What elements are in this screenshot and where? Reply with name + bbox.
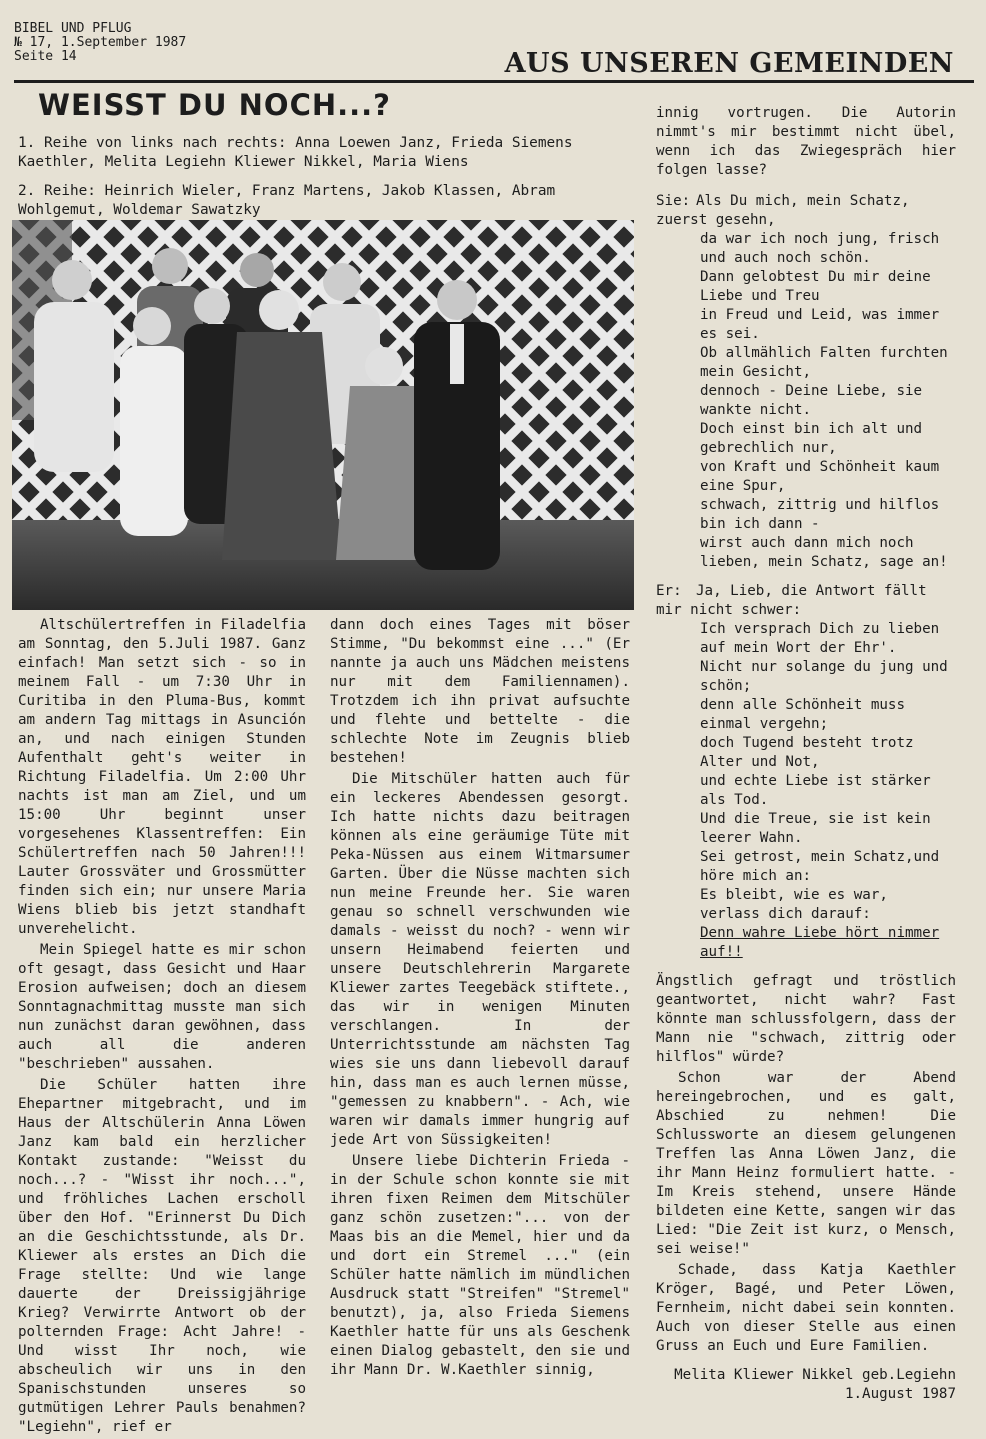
poem-line: Und die Treue, sie ist kein leerer Wahn. [700, 811, 931, 846]
poem-sie [656, 192, 956, 572]
poem-final-line: Denn wahre Liebe hört nimmer auf!! [700, 925, 940, 960]
paragraph: dann doch eines Tages mit böser Stimme, "Du bekommst eine ..." (Er nannte ja auch uns Mädchen meistens nur mit dem Familiennamen). Trotzdem ich ihn privat aufsuchte und flehte und bettelte - die schlechte Note im Zeugnis blieb bestehen! [330, 617, 630, 766]
poem-speaker: Sie: [656, 193, 691, 209]
poem-line: Sei getrost, mein Schatz,und höre mich an: [700, 849, 940, 884]
signature-date: 1.August 1987 [844, 1386, 956, 1402]
poem-line: Als Du mich, mein Schatz, zuerst gesehn, [656, 193, 910, 228]
poem-line: Es bleibt, wie es war, verlass dich darauf: [700, 887, 888, 922]
publication-info [14, 22, 186, 64]
poem-speaker: Er: [656, 583, 682, 599]
page-header [14, 22, 964, 82]
photo-caption-row-1: 1. Reihe von links nach rechts: Anna Loewen Janz, Frieda Siemens Kaethler, Melita Legiehn Kliewer Nikkel, Maria Wiens [18, 135, 573, 170]
poem-line: dennoch - Deine Liebe, sie wankte nicht. [700, 383, 923, 418]
poem-line: Ob allmählich Falten furchten mein Gesicht, [700, 345, 948, 380]
paragraph: Die Schüler hatten ihre Ehepartner mitgebracht, und im Haus der Altschülerin Anna Löwen Janz kam bald ein herzlicher Kontakt zustande: "Weisst du noch...? - "Wisst ihr noch...", und fröhliches Lachen erscholl über den Hof. "Erinnerst Du Dich an die Geschichtsstunde, als Dr. Kliewer als erstes an Dich die Frage stellte: Und wie lange dauerte der Dreissigjährige Krieg? Verwirrte Antwort ob der polternden Frage: Acht Jahre! - Und wisst Ihr noch, wie abscheulich wir uns in den Spanischstunden unseres so gutmütigen Lehrer Pauls benahmen? "Legiehn", rief er [18, 1077, 306, 1435]
photo-caption-row-2: 2. Reihe: Heinrich Wieler, Franz Martens, Jakob Klassen, Abram Wohlgemut, Woldemar Sawatzky [18, 183, 556, 218]
author-signature: Melita Kliewer Nikkel geb.Legiehn [674, 1367, 956, 1383]
poem-line: Ich versprach Dich zu lieben auf mein Wort der Ehr'. [700, 621, 940, 656]
poem-line: doch Tugend besteht trotz Alter und Not, [700, 735, 914, 770]
paragraph: Ängstlich gefragt und tröstlich geantwortet, nicht wahr? Fast könnte man schlussfolgern, dass der Mann nie "schwach, zittrig oder hilflos" würde? [656, 973, 956, 1065]
poem-line: Ja, Lieb, die Antwort fällt mir nicht schwer: [656, 583, 927, 618]
poem-line: Nicht nur solange du jung und schön; [700, 659, 948, 694]
paragraph: Schon war der Abend hereingebrochen, und es galt, Abschied zu nehmen! Die Schlussworte an diesem gelungenen Treffen las Anna Löwen Janz, die ihr Mann Heinz formuliert hatte. - Im Kreis stehend, unsere Hände bildeten eine Kette, sangen wir das Lied: "Die Zeit ist kurz, o Mensch, sei weise!" [656, 1070, 956, 1257]
paragraph: Mein Spiegel hatte es mir schon oft gesagt, dass Gesicht und Haar Erosion aufweisen; doch an diesem Sonntagnachmittag musste man sich nun zunächst daran gewöhnen, dass auch all die anderen "beschrieben" aussahen. [18, 942, 306, 1072]
paragraph: Die Mitschüler hatten auch für ein leckeres Abendessen gesorgt. Ich hatte nichts dazu beitragen können als eine geräumige Tüte mit Peka-Nüssen aus einem Witmarsumer Garten. Über die Nüsse machten sich nun meine Freunde her. Sie waren genau so schnell verschwunden wie damals - weisst du noch? - wenn wir unsern Heimabend feierten und unsere Deutschlehrerin Margarete Kliewer zartes Teegebäck stiftete., das wir in wenigen Minuten verschlangen. In der Unterrichtsstunde am nächsten Tag wies sie uns dann liebevoll darauf hin, dass man es auch lernen müsse, "gemessen zu knabbern". - Ach, wie waren wir damals immer hungrig auf jede Art von Süssigkeiten! [330, 771, 630, 1148]
paragraph: innig vortrugen. Die Autorin nimmt's mir bestimmt nicht übel, wenn ich das Zwiegespräch hier folgen lasse? [656, 105, 956, 178]
article-column-1 [18, 616, 306, 1439]
poem-line: wirst auch dann mich noch lieben, mein Schatz, sage an! [700, 535, 948, 570]
paragraph: Schade, dass Katja Kaethler Kröger, Bagé, und Peter Löwen, Fernheim, nicht dabei sein konnten. Auch von dieser Stelle aus einen Gruss an Euch und Eure Familien. [656, 1262, 956, 1354]
paragraph: Unsere liebe Dichterin Frieda - in der Schule schon konnte sie mit ihren fixen Reimen dem Mitschüler ganz schön zusetzen:"... von der Maas bis an die Memel, hier und da und dort ein Stremel ..." (ein Schüler hatte nämlich im mündlichen Ausdruck statt "Streifen" "Stremel" benutzt), ja, also Frieda Siemens Kaethler hatte für uns als Geschenk einen Dialog gebastelt, den sie und ihr Mann Dr. W.Kaethler sinnig, [330, 1153, 630, 1378]
poem-line: und echte Liebe ist stärker als Tod. [700, 773, 931, 808]
poem-line: schwach, zittrig und hilflos bin ich dann - [700, 497, 940, 532]
poem-line: von Kraft und Schönheit kaum eine Spur, [700, 459, 940, 494]
group-photo-illustration [12, 220, 634, 610]
poem-line: Doch einst bin ich alt und gebrechlich nur, [700, 421, 923, 456]
page-number: Seite 14 [14, 49, 77, 64]
header-rule [14, 80, 974, 83]
poem-line: in Freud und Leid, was immer es sei. [700, 307, 940, 342]
group-photo [12, 220, 634, 610]
issue-line: № 17, 1.September 1987 [14, 35, 187, 50]
poem-line: da war ich noch jung, frisch und auch noch schön. [700, 231, 940, 266]
paragraph: Altschülertreffen in Filadelfia am Sonntag, den 5.Juli 1987. Ganz einfach! Man setzt sich - so in meinem Fall - um 7:30 Uhr in Curitiba in den Pluma-Bus, kommt am andern Tag mittags in Asunción an, und nach einigen Stunden Aufenthalt geht's weiter in Richtung Filadelfia. Um 2:00 Uhr nachts ist man am Ziel, und um 15:00 Uhr beginnt unser vorgesehenes Klassentreffen: Ein Schülertreffen nach 50 Jahren!!! Lauter Grossväter und Grossmütter finden sich ein; nur unsere Maria Wiens blieb bis jetzt standhaft unverehelicht. [18, 617, 306, 937]
article-column-3 [656, 104, 956, 1404]
poem-er [656, 582, 956, 962]
poem-line: Dann gelobtest Du mir deine Liebe und Treu [700, 269, 931, 304]
publication-name: BIBEL UND PFLUG [14, 21, 132, 36]
poem-line: denn alle Schönheit muss einmal vergehn; [700, 697, 905, 732]
section-title: AUS UNSEREN GEMEINDEN [504, 48, 954, 79]
article-headline: WEISST DU NOCH...? [38, 88, 392, 122]
article-column-2 [330, 616, 630, 1382]
